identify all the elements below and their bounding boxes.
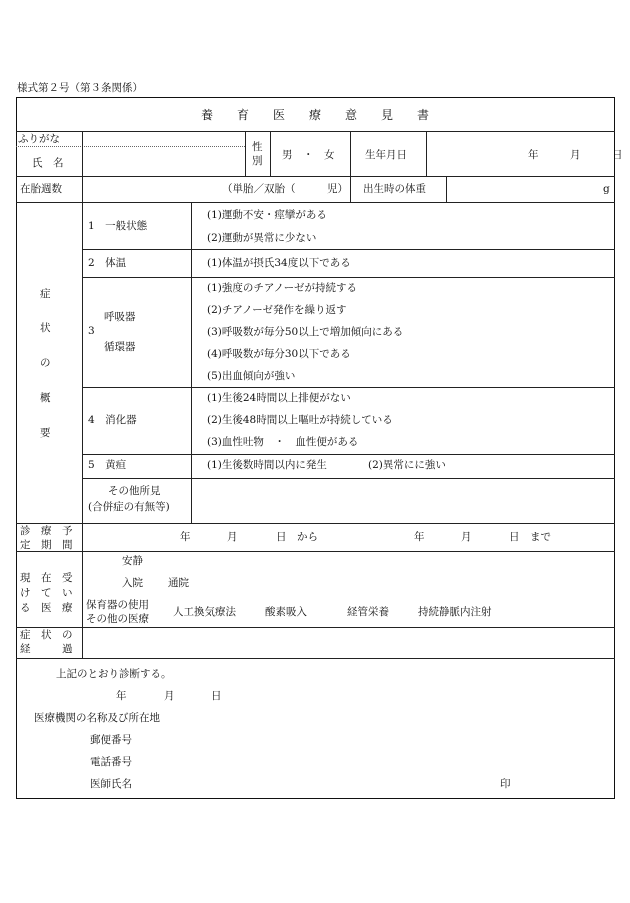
institution-label: 医療機関の名称及び所在地 [34,712,160,724]
care-incubator[interactable]: 保育器の使用 [86,599,149,611]
care-iv-infusion[interactable]: 持続静脈内注射 [418,606,492,618]
current-care-label-2: け て い [20,587,73,599]
period-start-year[interactable]: 年 [180,531,191,543]
furigana-label: ふりがな [18,133,60,145]
other-findings-label-2: (合併症の有無等) [88,501,170,513]
care-rest[interactable]: 安静 [122,555,143,567]
current-care-label-1: 現 在 受 [20,572,73,584]
seal-mark: 印 [500,778,511,790]
care-inpatient[interactable]: 入院 [122,577,143,589]
sec3-item-5[interactable]: (5)出血傾向が強い [207,370,296,382]
sec5-label: 5 黄疸 [88,459,127,471]
form-number: 様式第２号（第３条関係） [17,82,143,94]
diagnosed-statement: 上記のとおり診断する。 [56,668,172,680]
period-end-month[interactable]: 月 [461,531,472,543]
date-day[interactable]: 日 [211,690,222,702]
period-end-year[interactable]: 年 [414,531,425,543]
course-label-2: 経 過 [20,643,73,655]
name-field[interactable] [84,148,244,174]
period-start-month[interactable]: 月 [227,531,238,543]
date-year[interactable]: 年 [116,690,127,702]
period-end-day[interactable]: 日 まで [509,531,551,543]
sec3-label-circulatory: 循環器 [104,341,136,353]
sec3-item-2[interactable]: (2)チアノーゼ発作を繰り返す [207,304,347,316]
sec3-number: 3 [88,325,95,337]
sec4-item-3[interactable]: (3)血性吐物 ・ 血性便がある [207,436,359,448]
course-field[interactable] [84,629,613,657]
name-label: 氏 名 [32,157,64,169]
sex-value[interactable]: 男 ・ 女 [282,149,335,161]
doctor-name-label: 医師氏名 [90,778,132,790]
course-label-1: 症 状 の [20,629,73,641]
sec4-label: 4 消化器 [88,414,137,426]
birth-weight-label: 出生時の体重 [363,183,426,195]
other-findings-field[interactable] [193,480,613,522]
sex-label-1: 性 [252,141,263,153]
sec5-item-2[interactable]: (2)異常にに強い [368,459,446,471]
sec4-item-1[interactable]: (1)生後24時間以上排便がない [207,392,351,404]
sec2-item-1[interactable]: (1)体温が摂氏34度以下である [207,257,351,269]
symptoms-char-5: 要 [40,427,51,439]
form-title: 養 育 医 療 意 見 書 [200,108,429,122]
sec3-item-4[interactable]: (4)呼吸数が毎分30以下である [207,348,351,360]
sec3-item-1[interactable]: (1)強度のチアノーゼが持続する [207,282,358,294]
care-tube-feeding[interactable]: 経管栄養 [347,606,389,618]
period-label-2: 定 期 間 [20,539,73,551]
symptoms-char-3: の [40,357,51,369]
symptoms-char-1: 症 [40,288,51,300]
sec1-label: 1 一般状態 [88,220,148,232]
weeks-label: 在胎週数 [20,183,62,195]
birth-value[interactable]: 年 月 日 [528,149,623,161]
gram-unit: g [603,183,610,195]
sec4-item-2[interactable]: (2)生後48時間以上嘔吐が持続している [207,414,393,426]
period-start-day[interactable]: 日 から [276,531,318,543]
birth-label: 生年月日 [365,149,407,161]
period-label-1: 診 療 予 [20,525,73,537]
single-twin-field[interactable]: （単胎／双胎（ 児） [222,183,348,195]
current-care-label-3: る 医 療 [20,602,73,614]
symptoms-char-4: 概 [40,392,51,404]
sec1-item-1[interactable]: (1)運動不安・痙攣がある [207,209,327,221]
care-oxygen[interactable]: 酸素吸入 [265,606,307,618]
phone-label: 電話番号 [90,756,132,768]
care-other-label: その他の医療 [86,613,149,625]
postal-code-label: 郵便番号 [90,734,132,746]
sec3-label-respiratory: 呼吸器 [104,311,136,323]
sex-label-2: 別 [252,155,263,167]
sec3-item-3[interactable]: (3)呼吸数が毎分50以上で増加傾向にある [207,326,404,338]
care-outpatient[interactable]: 通院 [168,577,189,589]
sec1-item-2[interactable]: (2)運動が異常に少ない [207,232,317,244]
symptoms-char-2: 状 [40,322,51,334]
sec2-label: 2 体温 [88,257,127,269]
date-month[interactable]: 月 [164,690,175,702]
care-ventilator[interactable]: 人工換気療法 [173,606,236,618]
sec5-item-1[interactable]: (1)生後数時間以内に発生 [207,459,327,471]
other-findings-label-1: その他所見 [108,485,161,497]
